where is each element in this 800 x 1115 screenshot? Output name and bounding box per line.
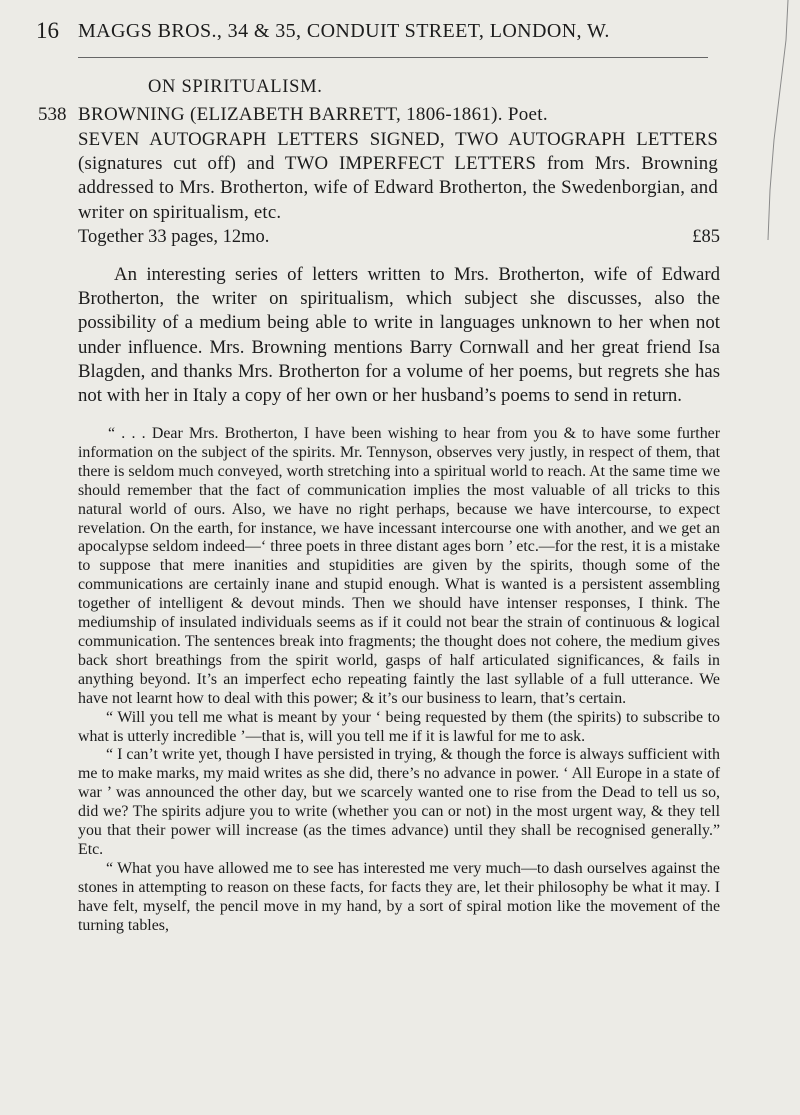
lot-price: £85: [692, 227, 720, 247]
quotation-paragraph: “ What you have allowed me to see has interested me very much—to dash ourselves against the stones in attempting to reason on these facts, for facts they are, let their philosophy be what it may. I have felt, myself, the pencil move in my hand, by a sort of spiral motion like the movement of the turning tables,: [78, 859, 720, 934]
page-number: 16: [36, 18, 59, 43]
letter-quotation: [78, 425, 720, 935]
lot-heading: BROWNING (ELIZABETH BARRETT, 1806-1861). Poet.: [78, 104, 548, 125]
header-rule: [78, 57, 708, 58]
quotation-paragraph: “ I can’t write yet, though I have persisted in trying, & though the force is always sufficient with me to make marks, my maid writes as she did, there’s no advance in power. ‘ All Europe in a state of war ’ was announced the other day, but we scarcely wanted one to rise from the Dead to tell us so, did we? The spirits adjure you to write (whether you can or not) in the most urgent way, & they tell you that their power will increase (as the times advance) until they shall be recognised generally.” Etc.: [78, 746, 720, 858]
section-title: ON SPIRITUALISM.: [148, 77, 323, 97]
quotation-paragraph: “ . . . Dear Mrs. Brotherton, I have been wishing to hear from you & to have some further information on the subject of the spirits. Mr. Tennyson, observes very justly, in respect of them, that there is seldom much conveyed, worth stretching into a spiritual world to reach. At the same time we should remember that the fact of communication implies the most valuable of all tricks to this natural world of ours. Also, we have no right perhaps, because we have intercourse, to expect revelation. On the earth, for instance, we have incessant intercourse one with another, and we get an apocalypse seldom indeed—‘ three poets in three distant ages born ’ etc.—for the rest, it is a mistake to suppose that mere inanities and stupidities are given by the spirits, though some of the communications are certainly inane and stupid enough. What is wanted is a persistent assembling together of intelligent & devout minds. Then we should have intenser responses, I think. The mediumship of insulated individuals seems as if it could not bear the strain of continuous & logical communication. The sentences break into fragments; the thought does not cohere, the medium gives back short breathings from the spirit world, gasps of half articulated significances, & fails in anything beyond. It’s an imperfect echo repeating faintly the last syllable of a full utterance. We have not learnt how to deal with this power; & it’s our business to learn, that’s certain.: [78, 425, 720, 707]
lot-extent: Together 33 pages, 12mo.: [78, 227, 270, 247]
lot-summary: An interesting series of letters written to Mrs. Brotherton, wife of Edward Brotherton, the writer on spiritualism, which subject she discusses, also the possibility of a medium being able to write in languages unknown to her when not under influence. Mrs. Browning mentions Barry Cornwall and her great friend Isa Blagden, and thanks Mrs. Brotherton for a volume of her poems, but regrets she has not with her in Italy a copy of her own or her husband’s poems to send in return.: [78, 264, 720, 407]
page-edge-line: [766, 0, 790, 240]
lot-number: 538: [38, 104, 67, 125]
lot-description: SEVEN AUTOGRAPH LETTERS SIGNED, TWO AUTOGRAPH LETTERS (signatures cut off) and TWO IMPERFECT LETTERS from Mrs. Browning addressed to Mrs. Brotherton, wife of Edward Brotherton, the Swedenborgian, and writer on spiritualism, etc.: [78, 129, 718, 223]
quotation-paragraph: “ Will you tell me what is meant by your ‘ being requested by them (the spirits) to subscribe to what is utterly incredible ’—that is, will you tell me if it is lawful for me to ask.: [78, 708, 720, 745]
running-head: MAGGS BROS., 34 & 35, CONDUIT STREET, LONDON, W.: [78, 20, 610, 42]
